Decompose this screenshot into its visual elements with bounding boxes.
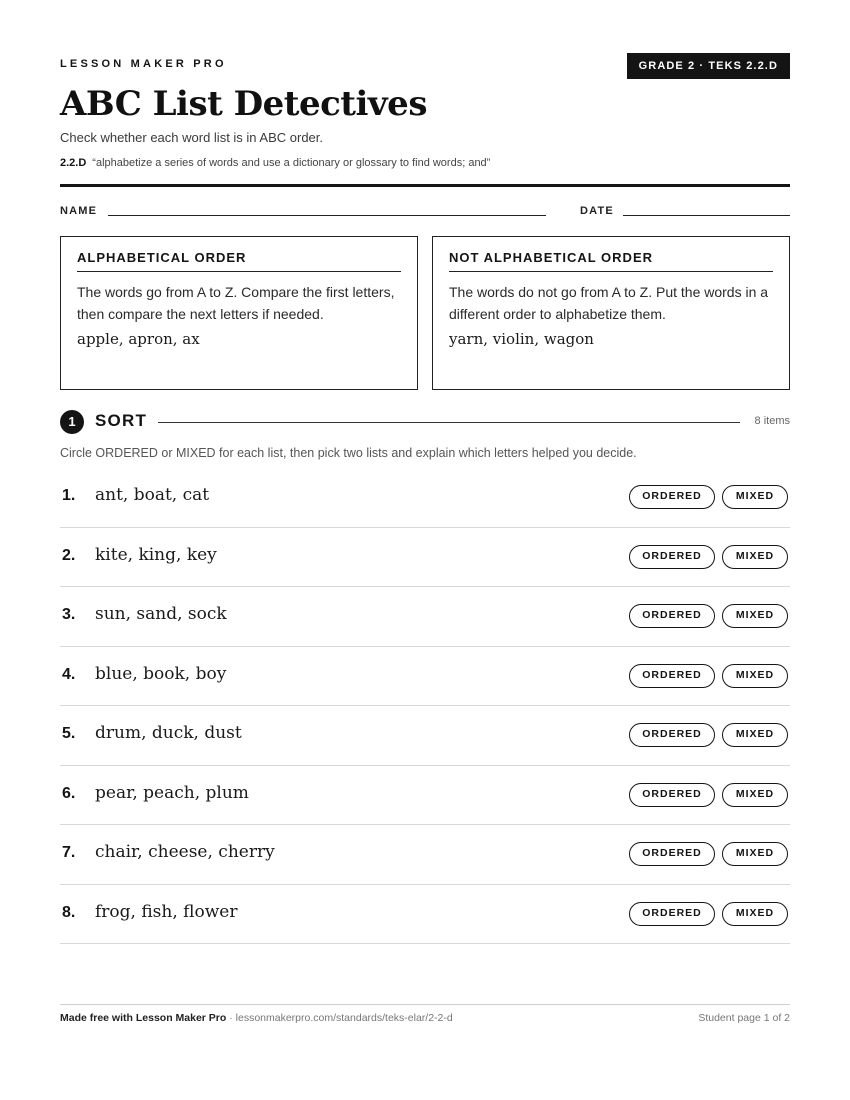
list-item [60, 706, 790, 766]
concept-heading: NOT ALPHABETICAL ORDER [449, 250, 773, 272]
item-number: 7. [62, 844, 76, 861]
header-divider [60, 184, 790, 187]
item-words: drum, duck, dust [95, 723, 242, 743]
concept-heading: ALPHABETICAL ORDER [77, 250, 401, 272]
concept-example: apple, apron, ax [77, 330, 200, 348]
list-item [60, 528, 790, 588]
concept-description: The words do not go from A to Z. Put the words in a different order to alphabetize them. [449, 284, 769, 322]
section-number-badge: 1 [60, 410, 84, 434]
list-item [60, 885, 790, 945]
page-subtitle: Check whether each word list is in ABC order. [60, 130, 324, 145]
ordered-choice[interactable]: ORDERED [629, 783, 715, 807]
mixed-choice[interactable]: MIXED [722, 842, 788, 866]
mixed-choice[interactable]: MIXED [722, 485, 788, 509]
list-item [60, 766, 790, 826]
footer-url[interactable]: · lessonmakerpro.com/standards/teks-elar/2-2-d [226, 1012, 453, 1024]
list-item [60, 587, 790, 647]
date-label: DATE [580, 205, 614, 217]
page-title: ABC List Detectives [60, 84, 427, 124]
worksheet-page [60, 0, 790, 1100]
list-item [60, 647, 790, 707]
concept-example: yarn, violin, wagon [449, 330, 594, 348]
list-item [60, 825, 790, 885]
concept-description: The words go from A to Z. Compare the first letters, then compare the next letters if needed. [77, 284, 395, 322]
item-number: 2. [62, 546, 76, 564]
ordered-choice[interactable]: ORDERED [629, 723, 715, 747]
date-field[interactable] [623, 215, 790, 216]
item-number: 4. [62, 665, 76, 683]
item-words: kite, king, key [95, 544, 217, 565]
footer-credit [60, 1012, 453, 1024]
concept-box-alphabetical [60, 236, 418, 390]
mixed-choice[interactable]: MIXED [722, 664, 788, 688]
item-count: 8 items [754, 415, 790, 427]
name-label: NAME [60, 205, 98, 217]
concept-box-not-alphabetical [432, 236, 790, 390]
ordered-choice[interactable]: ORDERED [629, 664, 715, 688]
footer-page-number: Student page 1 of 2 [698, 1012, 790, 1024]
item-words: blue, book, boy [95, 663, 227, 684]
name-field[interactable] [108, 215, 546, 216]
section-divider [158, 422, 740, 423]
ordered-choice[interactable]: ORDERED [629, 604, 715, 628]
grade-badge: GRADE 2 · TEKS 2.2.D [627, 53, 790, 79]
standard-text: “alphabetize a series of words and use a dictionary or glossary to find words; and” [92, 157, 491, 169]
section-instructions: Circle ORDERED or MIXED for each list, then pick two lists and explain which letters helped you decide. [60, 446, 637, 460]
ordered-choice[interactable]: ORDERED [629, 545, 715, 569]
item-words: pear, peach, plum [95, 782, 249, 803]
item-number: 6. [62, 784, 76, 802]
item-number: 3. [62, 606, 76, 623]
mixed-choice[interactable]: MIXED [722, 545, 788, 569]
mixed-choice[interactable]: MIXED [722, 723, 788, 747]
word-list-items [60, 468, 790, 944]
brand-name: LESSON MAKER PRO [60, 58, 227, 70]
ordered-choice[interactable]: ORDERED [629, 842, 715, 866]
footer-made-by: Made free with Lesson Maker Pro [60, 1012, 227, 1024]
item-words: ant, boat, cat [95, 485, 210, 505]
item-words: chair, cheese, cherry [95, 842, 275, 862]
standard-line [60, 157, 490, 169]
item-number: 1. [62, 487, 76, 504]
ordered-choice[interactable]: ORDERED [629, 902, 715, 926]
mixed-choice[interactable]: MIXED [722, 783, 788, 807]
list-item [60, 468, 790, 528]
item-words: sun, sand, sock [95, 604, 227, 624]
standard-code: 2.2.D [60, 157, 87, 169]
ordered-choice[interactable]: ORDERED [629, 485, 715, 509]
item-words: frog, fish, flower [95, 901, 238, 922]
item-number: 5. [62, 725, 76, 742]
mixed-choice[interactable]: MIXED [722, 902, 788, 926]
mixed-choice[interactable]: MIXED [722, 604, 788, 628]
item-number: 8. [62, 903, 76, 921]
section-title: SORT [95, 411, 148, 430]
footer-divider [60, 1004, 790, 1005]
